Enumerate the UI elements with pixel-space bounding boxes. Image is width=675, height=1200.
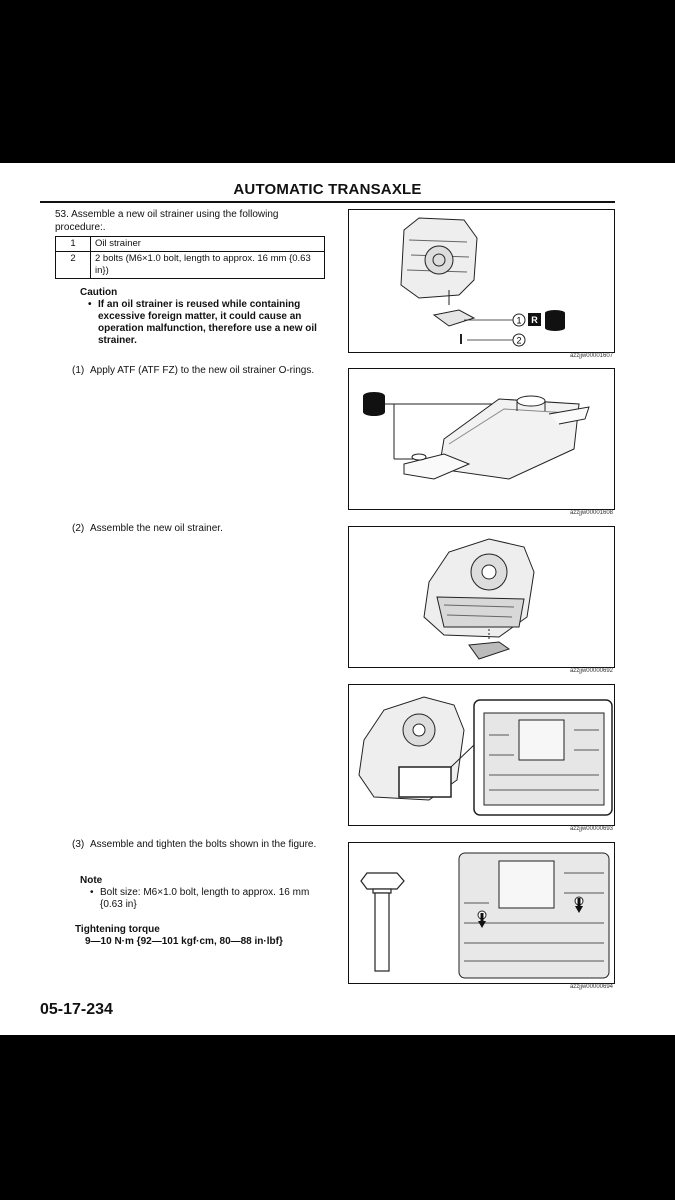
note-text: • Bolt size: M6×1.0 bolt, length to approx. 16 mm {0.63 in} bbox=[80, 887, 320, 911]
manual-page bbox=[0, 163, 675, 1035]
substep-number: (1) bbox=[72, 365, 85, 376]
part-number: 2 bbox=[56, 252, 91, 279]
substep-3 bbox=[72, 838, 322, 851]
page-title: AUTOMATIC TRANSAXLE bbox=[233, 181, 422, 198]
figure-bolt-tightening bbox=[348, 842, 615, 984]
note-box bbox=[80, 875, 320, 911]
transaxle-strainer-illustration bbox=[349, 210, 614, 352]
substep-number: (3) bbox=[72, 839, 85, 850]
header-divider bbox=[40, 201, 615, 203]
bolt-icon bbox=[361, 873, 404, 971]
badge-letter: R bbox=[531, 315, 538, 325]
figure-code: azzjjw00001607 bbox=[569, 353, 613, 359]
figure-strainer-location bbox=[348, 684, 615, 826]
torque-title: Tightening torque bbox=[75, 924, 160, 935]
substep-number: (2) bbox=[72, 523, 85, 534]
figure-code: azzjjw00000693 bbox=[569, 826, 613, 832]
callout-2: 2 bbox=[516, 335, 522, 346]
part-description: Oil strainer bbox=[91, 237, 325, 252]
figure-code: azzjjw00000694 bbox=[569, 984, 613, 990]
figure-assemble-strainer bbox=[348, 526, 615, 668]
transaxle-detail-illustration bbox=[349, 685, 614, 825]
part-number: 1 bbox=[56, 237, 91, 252]
substep-1 bbox=[72, 364, 322, 377]
tightening-torque bbox=[75, 924, 335, 948]
substep-text: Assemble the new oil strainer. bbox=[90, 523, 223, 534]
atf-can-icon bbox=[545, 310, 565, 331]
callout-1: 1 bbox=[516, 315, 522, 326]
figure-strainer-orings bbox=[348, 368, 615, 510]
figure-code: azzjjw00000692 bbox=[569, 668, 613, 674]
step-53-text: 53. Assemble a new oil strainer using the following procedure:. bbox=[55, 209, 279, 233]
part-description: 2 bolts (M6×1.0 bolt, length to approx. 16 mm {0.63 in}) bbox=[91, 252, 325, 279]
oil-strainer-illustration bbox=[349, 369, 614, 509]
caution-box bbox=[80, 287, 325, 347]
caution-text: • If an oil strainer is reused while containing excessive foreign matter, it could cause an operation malfunction, therefore use a new oil strainer. bbox=[80, 299, 325, 347]
substep-2 bbox=[72, 522, 322, 535]
transaxle-assembly-illustration bbox=[349, 527, 614, 667]
note-title: Note bbox=[80, 875, 103, 886]
substep-text: Assemble and tighten the bolts shown in the figure. bbox=[90, 839, 317, 850]
table-row bbox=[56, 237, 325, 252]
figure-code: azzjjw00001608 bbox=[569, 510, 613, 516]
caution-title: Caution bbox=[80, 287, 118, 298]
page-number: 05-17-234 bbox=[40, 1001, 113, 1018]
bolt-and-valve-body-illustration bbox=[349, 843, 614, 983]
figure-oil-strainer-exploded bbox=[348, 209, 615, 353]
atf-can-icon bbox=[363, 392, 385, 416]
torque-value: 9—10 N·m {92—101 kgf·cm, 80—88 in·lbf} bbox=[85, 936, 283, 947]
parts-table bbox=[55, 236, 325, 279]
table-row bbox=[56, 252, 325, 279]
substep-text: Apply ATF (ATF FZ) to the new oil strainer O-rings. bbox=[90, 365, 315, 376]
